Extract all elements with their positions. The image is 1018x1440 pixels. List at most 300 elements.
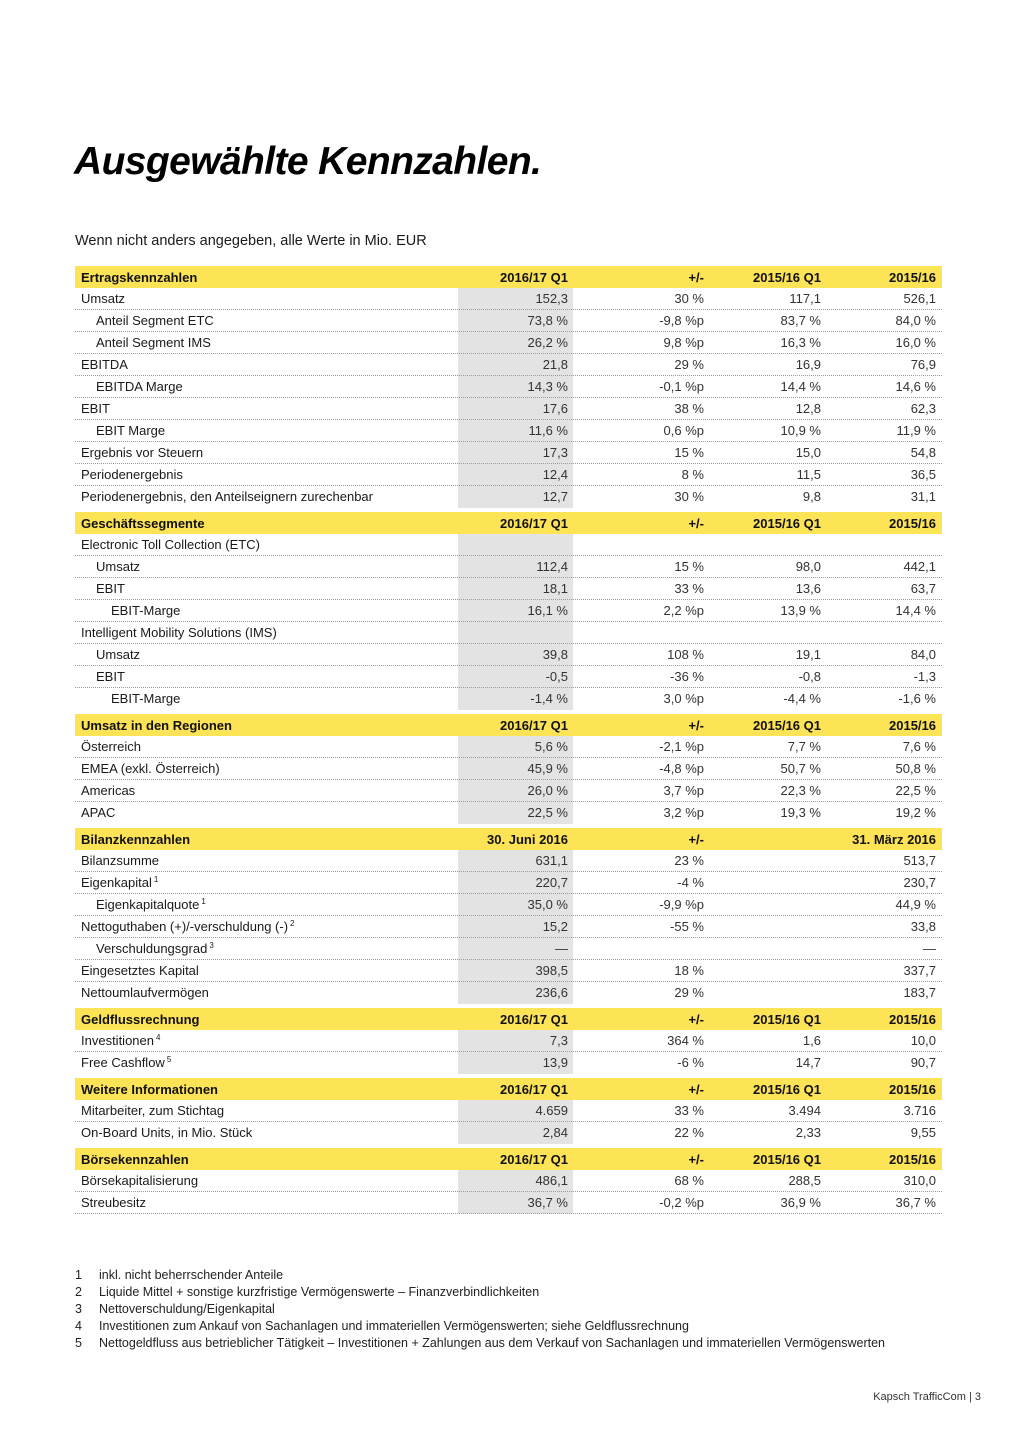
row-label-text: EBIT	[96, 581, 125, 596]
footnote-number: 5	[75, 1336, 82, 1351]
footnote-number: 2	[75, 1284, 82, 1299]
row-label-text: Streubesitz	[81, 1195, 147, 1210]
cell-value: -1,6 %	[898, 691, 936, 706]
cell-value: 5,6 %	[534, 739, 568, 754]
cell-value: 108 %	[667, 647, 704, 662]
cell-value: 21,8	[542, 357, 568, 372]
cell-value: -0,1 %p	[659, 379, 704, 394]
section-title: Geldflussrechnung	[81, 1011, 200, 1027]
cell-value: 13,6	[795, 581, 821, 596]
table-row	[75, 534, 942, 556]
row-label-text: Anteil Segment IMS	[96, 335, 211, 350]
cell-value: 73,8 %	[527, 313, 568, 328]
column-header: 2015/16 Q1	[753, 1081, 821, 1097]
cell-value: 26,2 %	[527, 335, 568, 350]
cell-value: 84,0 %	[895, 313, 936, 328]
cell-value: 19,1	[795, 647, 821, 662]
cell-value: -0,2 %p	[659, 1195, 704, 1210]
footnote-number: 1	[75, 1267, 82, 1282]
column-header: +/-	[688, 515, 704, 531]
cell-value: -9,8 %p	[659, 313, 704, 328]
cell-value: 54,8	[910, 445, 936, 460]
cell-value: 12,4	[542, 467, 568, 482]
footnote-number: 4	[75, 1319, 82, 1334]
units-note: Wenn nicht anders angegeben, alle Werte in Mio. EUR	[75, 233, 427, 249]
cell-value: 9,8 %p	[663, 335, 704, 350]
row-label	[81, 489, 373, 504]
column-header: 2016/17 Q1	[500, 269, 568, 285]
footnote	[75, 1300, 885, 1317]
key-figures-table	[75, 266, 942, 1219]
footnote-reference: 1	[153, 875, 159, 884]
cell-value: 16,9	[795, 357, 821, 372]
row-label-text: EBIT Marge	[96, 423, 166, 438]
cell-value: 2,2 %p	[663, 603, 704, 618]
row-label-text: Periodenergebnis, den Anteilseignern zurechenbar	[81, 489, 373, 504]
footnote-reference: 5	[166, 1055, 172, 1064]
table-row	[75, 332, 942, 354]
cell-value: 15,0	[795, 445, 821, 460]
column-header: 31. März 2016	[852, 831, 936, 847]
row-label	[81, 783, 135, 798]
row-label	[111, 691, 180, 706]
cell-value: 364 %	[667, 1033, 704, 1048]
footnote	[75, 1335, 885, 1352]
table-row	[75, 398, 942, 420]
row-label-text: Bilanzsumme	[81, 853, 160, 868]
row-label	[81, 445, 203, 460]
row-label-text: Eingesetztes Kapital	[81, 963, 199, 978]
cell-value: -55 %	[670, 919, 704, 934]
cell-value: 14,3 %	[527, 379, 568, 394]
section-header	[75, 266, 942, 288]
table-row	[75, 938, 942, 960]
cell-value: 4.659	[535, 1103, 568, 1118]
table-row	[75, 872, 942, 894]
table-row	[75, 894, 942, 916]
row-label	[96, 897, 206, 912]
cell-value: 26,0 %	[527, 783, 568, 798]
cell-value: 3.716	[903, 1103, 936, 1118]
row-label-text: On-Board Units, in Mio. Stück	[81, 1125, 253, 1140]
column-header: 2015/16	[889, 1151, 936, 1167]
cell-value: 50,7 %	[780, 761, 821, 776]
cell-value: -4 %	[677, 875, 704, 890]
cell-value: 19,2 %	[895, 805, 936, 820]
column-header: +/-	[688, 1011, 704, 1027]
cell-value: 18,1	[542, 581, 568, 596]
cell-value: 31,1	[910, 489, 936, 504]
row-label-text: Electronic Toll Collection (ETC)	[81, 537, 260, 552]
column-header: 2015/16 Q1	[753, 717, 821, 733]
row-label-text: EBIT	[96, 669, 125, 684]
cell-value: 9,55	[910, 1125, 936, 1140]
cell-value: 11,6 %	[528, 423, 568, 438]
row-label	[81, 919, 294, 934]
table-section	[75, 1008, 942, 1073]
column-header: 2016/17 Q1	[500, 515, 568, 531]
cell-value: 22,5 %	[527, 805, 568, 820]
row-label-text: Eigenkapital	[81, 875, 152, 890]
table-row	[75, 916, 942, 938]
row-label	[81, 1173, 198, 1188]
row-label-text: Investitionen	[81, 1033, 154, 1048]
cell-value: 3,2 %p	[663, 805, 704, 820]
cell-value: -4,4 %	[783, 691, 821, 706]
cell-value: 29 %	[674, 357, 704, 372]
section-title: Börsekennzahlen	[81, 1151, 189, 1167]
table-section	[75, 828, 942, 1003]
cell-value: 35,0 %	[527, 897, 568, 912]
cell-value: 30 %	[674, 489, 704, 504]
row-label	[81, 1103, 224, 1118]
column-header: +/-	[688, 717, 704, 733]
cell-value: 236,6	[535, 985, 568, 1000]
table-row	[75, 376, 942, 398]
table-row	[75, 736, 942, 758]
cell-value: 14,4 %	[895, 603, 936, 618]
column-header: 2015/16	[889, 515, 936, 531]
table-row	[75, 688, 942, 709]
cell-value: 112,4	[536, 559, 568, 574]
page-title: Ausgewählte Kennzahlen.	[74, 140, 542, 183]
row-label-text: EBIT-Marge	[111, 603, 181, 618]
row-label-text: Ergebnis vor Steuern	[81, 445, 204, 460]
row-label-text: Mitarbeiter, zum Stichtag	[81, 1103, 225, 1118]
table-row	[75, 982, 942, 1003]
page-footer: Kapsch TrafficCom | 3	[873, 1391, 981, 1403]
section-title: Weitere Informationen	[81, 1081, 219, 1097]
cell-value: 33 %	[674, 1103, 704, 1118]
cell-value: 230,7	[903, 875, 936, 890]
cell-value: 2,84	[542, 1125, 568, 1140]
cell-value: 63,7	[910, 581, 936, 596]
row-label	[81, 401, 110, 416]
table-row	[75, 1122, 942, 1143]
column-header: 2015/16	[889, 269, 936, 285]
cell-value: 36,7 %	[527, 1195, 568, 1210]
table-row	[75, 556, 942, 578]
cell-value: 36,7 %	[895, 1195, 936, 1210]
table-row	[75, 420, 942, 442]
cell-value: 45,9 %	[527, 761, 568, 776]
cell-value: 3,0 %p	[663, 691, 704, 706]
row-label	[81, 625, 277, 640]
row-label	[96, 941, 214, 956]
row-label-text: Intelligent Mobility Solutions (IMS)	[81, 625, 277, 640]
footnote-text: Nettogeldfluss aus betrieblicher Tätigkeit – Investitionen + Zahlungen aus dem Verkauf von Sachanlagen und immateriellen Vermögenswerten	[99, 1336, 886, 1351]
row-label-text: Umsatz	[81, 291, 126, 306]
cell-value: 16,1 %	[527, 603, 568, 618]
cell-value: 398,5	[535, 963, 568, 978]
footnote-text: Liquide Mittel + sonstige kurzfristige Vermögenswerte – Finanzverbindlichkeiten	[99, 1284, 540, 1299]
cell-value: 631,1	[535, 853, 568, 868]
row-label-text: Anteil Segment ETC	[96, 313, 214, 328]
table-row	[75, 1052, 942, 1073]
section-header	[75, 828, 942, 850]
row-label-text: Verschuldungsgrad	[96, 941, 208, 956]
row-label-text: EBIT-Marge	[111, 691, 181, 706]
footnote-reference: 3	[209, 941, 214, 950]
cell-value: 39,8	[542, 647, 568, 662]
footnote	[75, 1283, 885, 1300]
cell-value: 513,7	[903, 853, 936, 868]
cell-value: 7,7 %	[787, 739, 821, 754]
cell-value: 15 %	[674, 559, 704, 574]
table-row	[75, 802, 942, 823]
cell-value: 12,7	[542, 489, 568, 504]
cell-value: 3,7 %p	[663, 783, 704, 798]
row-label-text: EMEA (exkl. Österreich)	[81, 761, 220, 776]
row-label	[81, 761, 220, 776]
row-label-text: EBITDA	[81, 357, 128, 372]
cell-value: 14,7	[795, 1055, 821, 1070]
row-label-text: Americas	[81, 783, 136, 798]
row-label	[96, 559, 140, 574]
cell-value: 7,6 %	[902, 739, 936, 754]
column-header: +/-	[688, 1081, 704, 1097]
cell-value: 16,3 %	[780, 335, 821, 350]
row-label	[81, 1033, 160, 1048]
cell-value: 2,33	[795, 1125, 821, 1140]
footnote-text: Nettoverschuldung/Eigenkapital	[99, 1301, 275, 1316]
row-label-text: Nettoumlaufvermögen	[81, 985, 209, 1000]
cell-value: 11,5	[796, 467, 821, 482]
table-row	[75, 1030, 942, 1052]
table-row	[75, 1192, 942, 1214]
cell-value: 68 %	[674, 1173, 704, 1188]
row-label	[81, 1055, 171, 1070]
section-header	[75, 1078, 942, 1100]
cell-value: 1,6	[802, 1033, 821, 1048]
table-section	[75, 266, 942, 507]
row-label-text: Nettoguthaben (+)/-verschuldung (-)	[81, 919, 289, 934]
section-title: Geschäftssegmente	[81, 515, 205, 531]
section-header	[75, 512, 942, 534]
column-header: 2015/16	[889, 1081, 936, 1097]
table-row	[75, 354, 942, 376]
cell-value: 16,0 %	[895, 335, 936, 350]
table-row	[75, 442, 942, 464]
row-label	[81, 357, 128, 372]
section-header	[75, 1008, 942, 1030]
cell-value: 117,1	[789, 291, 821, 306]
section-title: Ertragskennzahlen	[81, 269, 198, 285]
cell-value: 15,2	[542, 919, 568, 934]
table-row	[75, 1170, 942, 1192]
cell-value: 526,1	[903, 291, 936, 306]
column-header: 2015/16 Q1	[753, 515, 821, 531]
cell-value: -1,3	[913, 669, 936, 684]
row-label	[81, 805, 115, 820]
row-label-text: Free Cashflow	[81, 1055, 165, 1070]
table-row	[75, 850, 942, 872]
section-title: Umsatz in den Regionen	[81, 717, 232, 733]
cell-value: 22 %	[674, 1125, 704, 1140]
row-label	[81, 1125, 252, 1140]
column-header: 2016/17 Q1	[500, 717, 568, 733]
row-label-text: Österreich	[81, 739, 141, 754]
table-section	[75, 714, 942, 823]
cell-value: 50,8 %	[895, 761, 936, 776]
cell-value: 8 %	[681, 467, 704, 482]
cell-value: 337,7	[903, 963, 936, 978]
cell-value: 486,1	[535, 1173, 568, 1188]
table-row	[75, 288, 942, 310]
cell-value: 44,9 %	[895, 897, 936, 912]
column-header: 2015/16 Q1	[753, 269, 821, 285]
column-header: 30. Juni 2016	[487, 831, 568, 847]
cell-value: —	[555, 941, 568, 956]
row-label	[96, 335, 211, 350]
cell-value: 183,7	[903, 985, 936, 1000]
cell-value: -6 %	[677, 1055, 704, 1070]
cell-value: 3.494	[788, 1103, 821, 1118]
table-row	[75, 758, 942, 780]
cell-value: 14,4 %	[780, 379, 821, 394]
row-label	[81, 467, 183, 482]
cell-value: 62,3	[910, 401, 936, 416]
row-label	[96, 379, 183, 394]
table-row	[75, 464, 942, 486]
cell-value: -0,8	[798, 669, 821, 684]
cell-value: 22,5 %	[895, 783, 936, 798]
cell-value: 76,9	[910, 357, 936, 372]
row-label-text: EBITDA Marge	[96, 379, 183, 394]
table-section	[75, 512, 942, 709]
row-label	[81, 875, 158, 890]
table-row	[75, 600, 942, 622]
column-header: 2015/16 Q1	[753, 1151, 821, 1167]
cell-value: 17,3	[542, 445, 568, 460]
cell-value: 90,7	[910, 1055, 936, 1070]
cell-value: 38 %	[674, 401, 704, 416]
row-label	[81, 537, 260, 552]
cell-value: 10,9 %	[780, 423, 821, 438]
table-section	[75, 1078, 942, 1143]
cell-value: 33 %	[674, 581, 704, 596]
row-label-text: APAC	[81, 805, 116, 820]
row-label-text: Umsatz	[96, 559, 141, 574]
cell-value: 13,9	[542, 1055, 568, 1070]
cell-value: 19,3 %	[780, 805, 821, 820]
cell-value: 152,3	[535, 291, 568, 306]
column-header: +/-	[688, 1151, 704, 1167]
footnote-text: Investitionen zum Ankauf von Sachanlagen und immateriellen Vermögenswerten; siehe Geldflussrechnung	[99, 1319, 689, 1334]
row-label	[96, 423, 165, 438]
cell-value: 288,5	[788, 1173, 821, 1188]
cell-value: -4,8 %p	[659, 761, 704, 776]
cell-value: 83,7 %	[780, 313, 821, 328]
cell-value: 442,1	[903, 559, 936, 574]
cell-value: 23 %	[674, 853, 704, 868]
cell-value: 12,8	[795, 401, 821, 416]
cell-value: 17,6	[542, 401, 568, 416]
section-header	[75, 714, 942, 736]
table-row	[75, 486, 942, 507]
footnote	[75, 1318, 885, 1335]
table-row	[75, 960, 942, 982]
row-label	[81, 1195, 146, 1210]
row-label	[111, 603, 180, 618]
table-section	[75, 1148, 942, 1214]
column-header: 2015/16 Q1	[753, 1011, 821, 1027]
row-label	[96, 647, 140, 662]
table-row	[75, 310, 942, 332]
row-label	[96, 313, 214, 328]
table-row	[75, 644, 942, 666]
cell-value: 29 %	[674, 985, 704, 1000]
section-header	[75, 1148, 942, 1170]
cell-value: 30 %	[674, 291, 704, 306]
table-row	[75, 780, 942, 802]
cell-value: 11,9 %	[896, 423, 936, 438]
column-header: 2016/17 Q1	[500, 1081, 568, 1097]
cell-value: 10,0	[910, 1033, 936, 1048]
footnote-reference: 1	[201, 897, 206, 906]
cell-value: -36 %	[670, 669, 704, 684]
column-header: +/-	[688, 831, 704, 847]
column-header: +/-	[688, 269, 704, 285]
row-label	[81, 963, 199, 978]
cell-value: 36,5	[910, 467, 936, 482]
cell-value: 13,9 %	[780, 603, 821, 618]
cell-value: -0,5	[545, 669, 568, 684]
row-label	[81, 853, 159, 868]
row-label	[81, 291, 125, 306]
footnotes	[75, 1266, 885, 1352]
table-row	[75, 578, 942, 600]
footnote-text: inkl. nicht beherrschender Anteile	[99, 1267, 284, 1282]
cell-value: 220,7	[535, 875, 568, 890]
footnote-reference: 2	[290, 919, 295, 928]
row-label-text: Eigenkapitalquote	[96, 897, 200, 912]
footnote	[75, 1266, 885, 1283]
cell-value: 98,0	[795, 559, 821, 574]
row-label	[96, 581, 125, 596]
table-row	[75, 666, 942, 688]
cell-value: 84,0	[910, 647, 936, 662]
row-label-text: Umsatz	[96, 647, 141, 662]
row-label-text: Periodenergebnis	[81, 467, 183, 482]
table-row	[75, 622, 942, 644]
cell-value: 36,9 %	[780, 1195, 821, 1210]
row-label	[81, 739, 141, 754]
row-label	[81, 985, 209, 1000]
column-header: 2015/16	[889, 717, 936, 733]
column-header: 2015/16	[889, 1011, 936, 1027]
cell-value: 18 %	[674, 963, 704, 978]
cell-value: -2,1 %p	[659, 739, 704, 754]
row-label-text: Börsekapitalisierung	[81, 1173, 199, 1188]
cell-value: -9,9 %p	[659, 897, 704, 912]
section-title: Bilanzkennzahlen	[81, 831, 191, 847]
cell-value: 15 %	[674, 445, 704, 460]
footnote-number: 3	[75, 1301, 82, 1316]
cell-value: 22,3 %	[780, 783, 821, 798]
row-label-text: EBIT	[81, 401, 110, 416]
column-header: 2016/17 Q1	[500, 1151, 568, 1167]
footnote-reference: 4	[156, 1033, 161, 1042]
cell-value: -1,4 %	[530, 691, 568, 706]
column-header: 2016/17 Q1	[500, 1011, 568, 1027]
table-row	[75, 1100, 942, 1122]
cell-value: 0,6 %p	[663, 423, 704, 438]
row-label	[96, 669, 125, 684]
cell-value: 9,8	[802, 489, 821, 504]
cell-value: 14,6 %	[895, 379, 936, 394]
cell-value: 33,8	[910, 919, 936, 934]
